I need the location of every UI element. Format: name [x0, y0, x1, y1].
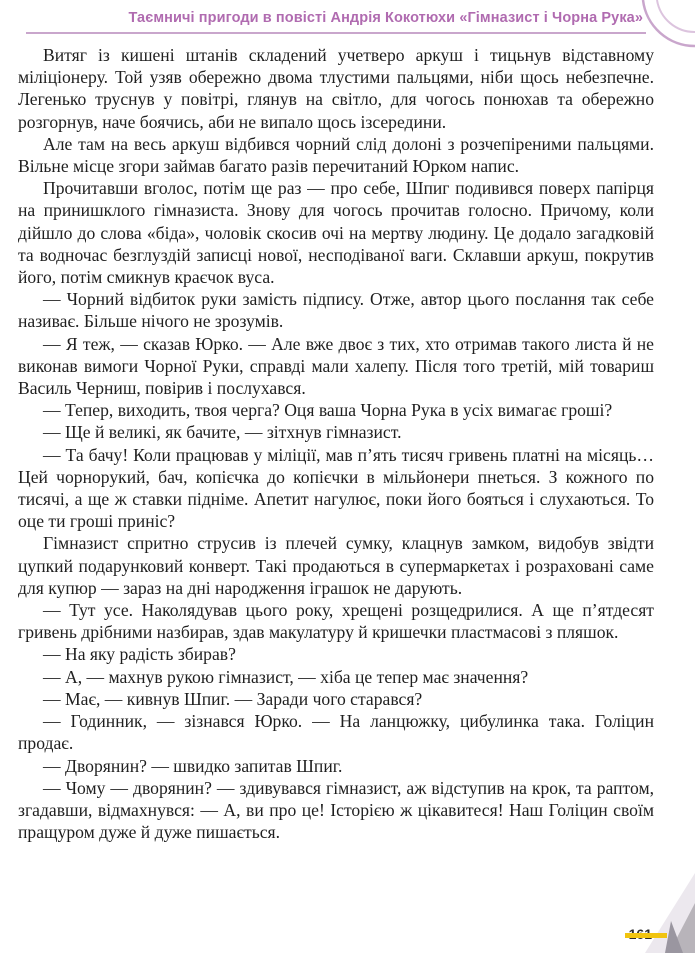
- paragraph: — Я теж, — сказав Юрко. — Але вже двоє з тих, хто отримав такого листа й не виконав вимоги Чорної Руки, справді мали халепу. Після того третій, мій товариш Василь Черниш, повірив і послухався.: [18, 333, 654, 399]
- paragraph: — А, — махнув рукою гімназист, — хіба це тепер має значення?: [43, 666, 529, 687]
- paragraph: — Ще й великі, як бачите, — зітхнув гімназист.: [43, 422, 402, 443]
- paragraph: — Тепер, виходить, твоя черга? Оця ваша Чорна Рука в усіх вимагає гроші?: [43, 400, 613, 421]
- running-header: [0, 0, 695, 40]
- story-text: [18, 44, 654, 843]
- corner-triangle-decoration: [625, 873, 695, 953]
- paragraph: — На яку радість збирав?: [43, 644, 236, 665]
- paragraph: Але там на весь аркуш відбився чорний слід долоні з розчепіреними пальцями. Вільне місце згори займав багато разів перечитаний Юрком напис.: [18, 133, 654, 177]
- paragraph: — Чому — дворянин? — здивувався гімназист, аж відступив на крок, та раптом, згадавши, відмахнувся: — А, ви про це! Історією ж цікавитеся! Наш Голіцин своїм пращуром дуже й дуже пишається.: [18, 777, 654, 843]
- paragraph: — Має, — кивнув Шпиг. — Заради чого старався?: [43, 688, 423, 709]
- corner-arc-decoration: [635, 0, 695, 48]
- paragraph: — Дворянин? — швидко запитав Шпиг.: [43, 755, 343, 776]
- paragraph: — Чорний відбиток руки замість підпису. Отже, автор цього послання так себе називає. Більше нічого не зрозумів.: [18, 289, 654, 332]
- paragraph: Прочитавши вголос, потім ще раз — про себе, Шпиг подивився поверх папірця на принишклого гімназиста. Знову для чогось прочитав голосно. Причому, коли дійшло до слова «біда», чоловік скосив очі на мертву людину. Це додало загадковій та водночас безглуздій записці нової, несподіваної ваги. Склавши аркуш, покрутив його, потім смикнув краєчок вуса.: [18, 178, 654, 288]
- header-divider: [26, 32, 646, 34]
- running-header-title: Таємничі пригоди в повісті Андрія Кокотюхи «Гімназист і Чорна Рука»: [128, 10, 643, 26]
- paragraph: Гімназист спритно струсив із плечей сумку, клацнув замком, видобув звідти цупкий подарунковий конверт. Такі продаються в супермаркетах і розраховані саме для купюр — зараз на дні народження іграшок не дарують.: [18, 533, 654, 598]
- paragraph: — Годинник, — зізнався Юрко. — На ланцюжку, цибулинка така. Голіцин продає.: [18, 711, 654, 754]
- paragraph: — Та бачу! Коли працював у міліції, мав п’ять тисяч гривень платні на місяць… Цей чорнорукий, бач, копієчка до копієчки в мільйонери пнеться. З кожного по тисячі, а ще ж ставки підніме. Апетит нагулює, поки його бояться і слухаються. То оце ти гроші приніс?: [18, 444, 654, 532]
- paragraph: — Тут усе. Наколядував цього року, хрещені розщедрилися. А ще п’ятдесят гривень дрібними назбирав, здав макулатуру й кришечки пластмасові з пляшок.: [18, 600, 654, 643]
- paragraph: Витяг із кишені штанів складений учетверо аркуш і тицьнув відставному міліціонеру. Той узяв обережно двома тлустими пальцями, ніби щось небезпечне. Легенько труснув у повітрі, глянув на світло, для чогось понюхав та обережно розгорнув, наче боячись, аби не випало щось ізсередини.: [18, 45, 654, 132]
